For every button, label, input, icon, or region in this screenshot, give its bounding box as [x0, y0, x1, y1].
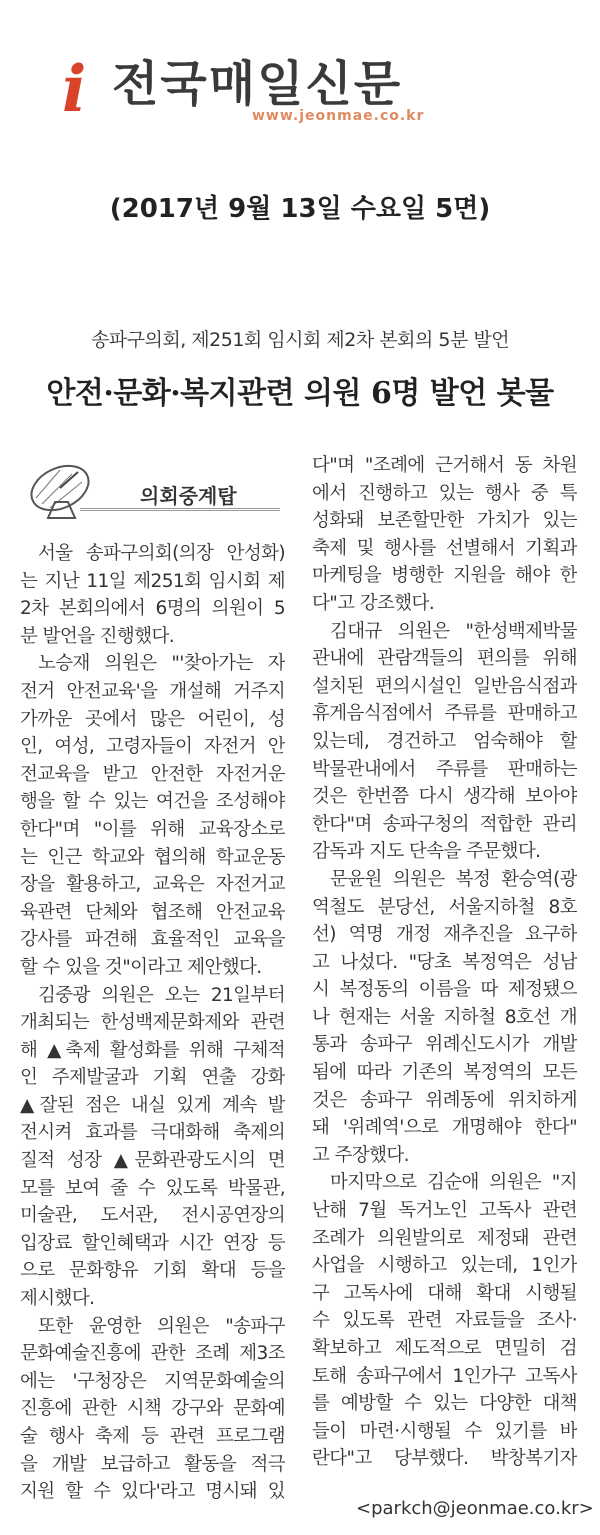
text-line: 마지막으로 김순애 의원은 "지 [330, 1172, 577, 1194]
text-line: ▲잘된 점은 내실 있게 계속 발 [20, 1094, 285, 1116]
text-line: 김대규 의원은 "한성백제박물 [330, 620, 577, 642]
text-line: 한다"며 "이를 위해 교육장소로 [20, 818, 285, 840]
article-subtitle: 송파구의회, 제251회 임시회 제2차 본회의 5분 발언 [90, 329, 510, 351]
text-line: 사업을 시행하고 있는데, 1인가 [312, 1255, 577, 1277]
text-line: 행을 할 수 있는 여건을 조성해야 [20, 791, 285, 813]
text-line: 할 수 있을 것"이라고 제안했다. [20, 956, 262, 978]
text-line: 를 예방할 수 있는 다양한 대책 [312, 1393, 577, 1415]
text-line: 것은 송파구 위례동에 위치하게 [312, 1089, 577, 1111]
text-line: 있는데, 경건하고 엄숙해야 할 [312, 730, 577, 752]
text-line: 것은 한번쯤 다시 생각해 보아야 [312, 786, 577, 808]
text-line: 조례가 의원발의로 제정돼 관련 [312, 1227, 577, 1249]
text-line: 으로 문화향유 기회 확대 등을 [20, 1260, 285, 1282]
article-column-right [312, 452, 577, 1473]
text-line: 토해 송파구에서 1인가구 고독사 [312, 1365, 577, 1387]
text-line: 고 나섰다. "당초 복정역은 성남 [312, 951, 577, 973]
text-line: 한다"며 송파구청의 적합한 관리 [312, 813, 577, 835]
text-line: 해 ▲축제 활성화를 위해 구체적 [20, 1039, 285, 1061]
text-line: 가까운 곳에서 많은 어린이, 성 [20, 708, 285, 730]
text-line: 지원 할 수 있다'라고 명시돼 있 [20, 1481, 285, 1503]
text-line: 문윤원 의원은 복정 환승역(광 [330, 868, 577, 890]
text-line: 김중광 의원은 오는 21일부터 [38, 984, 285, 1006]
text-line: 구 고독사에 대해 확대 시행될 [312, 1282, 577, 1304]
text-line: 수 있도록 관련 자료들을 조사· [312, 1310, 577, 1332]
section-badge-label: 의회중계탑 [140, 484, 237, 508]
text-line: 선) 역명 개정 재추진을 요구하 [312, 924, 577, 946]
text-line: 들이 마련·시행될 수 있기를 바 [312, 1420, 577, 1442]
text-line: 확보하고 제도적으로 면밀히 검 [312, 1338, 577, 1359]
text-line: 돼 '위례역'으로 개명해야 한다" [312, 1117, 577, 1139]
text-line: 2차 본회의에서 6명의 의원이 5 [20, 598, 285, 620]
text-line: 문화예술진흥에 관한 조례 제3조 [20, 1343, 285, 1365]
text-line: 전거 안전교육'을 개설해 거주지 [20, 680, 285, 702]
text-line: 제시했다. [20, 1288, 95, 1310]
newspaper-logo [62, 52, 492, 127]
text-line: 인 주제발굴과 기획 연출 강화 [20, 1067, 285, 1089]
text-line: 전교육을 받고 안전한 자전거운 [20, 763, 285, 785]
text-line: 관내에 관람객들의 편의를 위해 [312, 648, 577, 670]
text-line: 술 행사 축제 등 관련 프로그램 [20, 1426, 285, 1447]
text-line: 난해 7월 독거노인 고독사 관련 [312, 1200, 577, 1222]
text-line: 분 발언을 진행했다. [20, 625, 175, 647]
text-line: 에는 '구청장은 지역문화예술의 [20, 1370, 285, 1392]
text-line: 질적 성장 ▲문화관광도시의 면 [20, 1150, 285, 1172]
text-line: 강사를 파견해 효율적인 교육을 [20, 929, 285, 951]
text-line: 는 지난 11일 제251회 임시회 제 [20, 570, 285, 592]
text-line: 성화돼 보존할만한 가치가 있는 [312, 510, 577, 532]
newspaper-name: 전국매일신문 [112, 56, 403, 112]
text-line: 됨에 따라 기존의 복정역의 모든 [312, 1062, 577, 1084]
text-line: 장을 활용하고, 교육은 자전거교 [20, 874, 285, 896]
text-line: 인, 여성, 고령자들이 자전거 안 [20, 736, 285, 758]
text-line: 입장료 할인혜택과 시간 연장 등 [20, 1232, 285, 1254]
text-line: 서울 송파구의회(의장 안성화) [38, 543, 285, 564]
text-line: 박물관내에서 주류를 판매하는 [312, 758, 577, 780]
publication-date: (2017년 9월 13일 수요일 5면) [109, 194, 491, 224]
text-line: 감독과 지도 단속을 주문했다. [312, 841, 541, 863]
logo-mark: i [62, 52, 87, 127]
text-line: 모를 보여 줄 수 있도록 박물관, [20, 1177, 285, 1199]
text-line: 통과 송파구 위례신도시가 개발 [312, 1034, 577, 1056]
text-line: 나 현재는 서울 지하철 8호선 개 [312, 1006, 577, 1028]
text-line: 설치된 편의시설인 일반음식점과 [312, 675, 577, 697]
text-line: 또한 윤영한 의원은 "송파구 [38, 1315, 285, 1337]
text-line: 휴게음식점에서 주류를 판매하고 [312, 703, 577, 725]
text-line: 미술관, 도서관, 전시공연장의 [20, 1205, 285, 1227]
text-line: 마케팅을 병행한 지원을 해야 한 [312, 565, 577, 587]
text-line: 고 주장했다. [312, 1144, 409, 1166]
section-badge [20, 460, 275, 520]
text-line: 다"며 "조례에 근거해서 동 차원 [312, 455, 577, 476]
text-line: 는 인근 학교와 협의해 학교운동 [20, 846, 285, 868]
text-line: 전시켜 효과를 극대화해 축제의 [20, 1122, 285, 1144]
text-line: 역철도 분당선, 서울지하철 8호 [312, 896, 577, 918]
article-column-left [20, 540, 285, 1506]
text-line: 에서 진행하고 있는 행사 중 특 [312, 482, 577, 504]
text-line: 을 개발 보급하고 활동을 적극 [20, 1453, 285, 1475]
text-line: 진흥에 관한 시책 강구와 문화예 [20, 1398, 285, 1420]
text-line: 시 복정동의 이름을 따 제정됐으 [312, 979, 577, 1001]
text-line: 육관련 단체와 협조해 안전교육 [20, 901, 285, 923]
text-line: 란다"고 당부했다. 박창복기자 [312, 1448, 577, 1470]
text-line: 개최되는 한성백제문화제와 관련 [20, 1012, 285, 1034]
article-headline: 안전·문화·복지관련 의원 6명 발언 봇물 [46, 376, 554, 411]
text-line: 축제 및 행사를 선별해서 기획과 [312, 537, 577, 559]
text-line: 다"고 강조했다. [312, 592, 435, 614]
text-line: 노승재 의원은 "'찾아가는 자 [38, 653, 285, 675]
reporter-email: <parkch@jeonmae.co.kr> [356, 1498, 594, 1519]
newspaper-url: www.jeonmae.co.kr [252, 108, 425, 124]
